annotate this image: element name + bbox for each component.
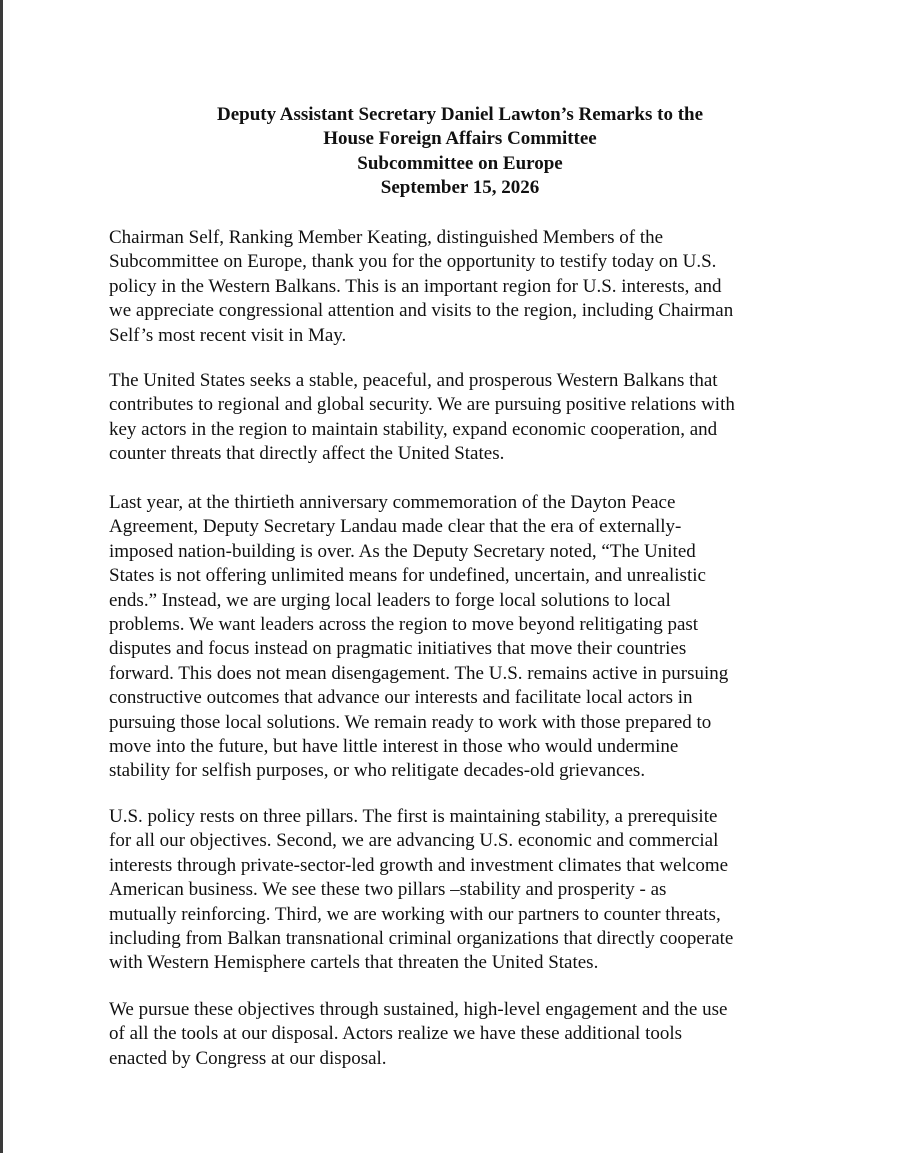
heading-line-subcommittee: Subcommittee on Europe [357,152,563,174]
paragraph-line: we appreciate congressional attention and visits to the region, including Chairman [109,300,734,322]
paragraph-line: move into the future, but have little interest in those who would undermine [109,736,679,758]
paragraph-line: policy in the Western Balkans. This is an important region for U.S. interests, and [109,275,722,297]
paragraph-line: imposed nation-building is over. As the Deputy Secretary noted, “The United [109,540,696,562]
paragraph-dayton-anniversary [109,491,829,784]
paragraph-line: for all our objectives. Second, we are advancing U.S. economic and commercial [109,830,719,852]
paragraph-line: including from Balkan transnational criminal organizations that directly cooperate [109,928,734,950]
paragraph-line: disputes and focus instead on pragmatic initiatives that move their countries [109,638,687,660]
paragraph-line: Last year, at the thirtieth anniversary commemoration of the Dayton Peace [109,492,676,513]
paragraph-line: forward. This does not mean disengagement. The U.S. remains active in pursuing [109,662,729,684]
paragraph-line: enacted by Congress at our disposal. [109,1047,387,1069]
paragraph-line: The United States seeks a stable, peaceful, and prosperous Western Balkans that [109,370,718,391]
paragraph-line: constructive outcomes that advance our interests and facilitate local actors in [109,687,693,709]
paragraph-line: ends.” Instead, we are urging local leaders to forge local solutions to local [109,589,671,611]
heading-line-committee: House Foreign Affairs Committee [323,128,597,150]
paragraph-line: mutually reinforcing. Third, we are working with our partners to counter threats, [109,903,721,925]
paragraph-line: pursuing those local solutions. We remain ready to work with those prepared to [109,711,712,733]
paragraph-line: U.S. policy rests on three pillars. The first is maintaining stability, a prerequisite [109,806,718,827]
heading-line-date: September 15, 2026 [380,176,540,198]
paragraph-line: contributes to regional and global security. We are pursuing positive relations with [109,394,735,416]
paragraph-line: key actors in the region to maintain stability, expand economic cooperation, and [109,418,718,440]
paragraph-line: States is not offering unlimited means for undefined, uncertain, and unrealistic [109,565,706,587]
paragraph-line: counter threats that directly affect the United States. [109,443,505,465]
paragraph-line: American business. We see these two pillars –stability and prosperity - as [109,879,667,901]
paragraph-line: interests through private-sector-led growth and investment climates that welcome [109,854,729,876]
paragraph-line: Chairman Self, Ranking Member Keating, distinguished Members of the [109,227,664,248]
paragraph-policy-goals [109,369,829,467]
paragraph-line: Agreement, Deputy Secretary Landau made clear that the era of externally- [109,516,682,538]
paragraph-line: problems. We want leaders across the region to move beyond relitigating past [109,614,699,636]
paragraph-line: Subcommittee on Europe, thank you for the opportunity to testify today on U.S. [109,251,717,273]
paragraph-line: of all the tools at our disposal. Actors realize we have these additional tools [109,1023,683,1045]
paragraph-line: stability for selfish purposes, or who relitigate decades-old grievances. [109,760,646,782]
paragraph-engagement-tools [109,998,829,1071]
document-heading [0,103,900,200]
paragraph-greeting [109,226,829,348]
paragraph-line: with Western Hemisphere cartels that threaten the United States. [109,952,599,974]
paragraph-line: We pursue these objectives through sustained, high-level engagement and the use [109,999,728,1020]
paragraph-line: Self’s most recent visit in May. [109,324,347,346]
heading-line-title: Deputy Assistant Secretary Daniel Lawton’s Remarks to the [216,104,704,125]
paragraph-three-pillars [109,805,829,976]
